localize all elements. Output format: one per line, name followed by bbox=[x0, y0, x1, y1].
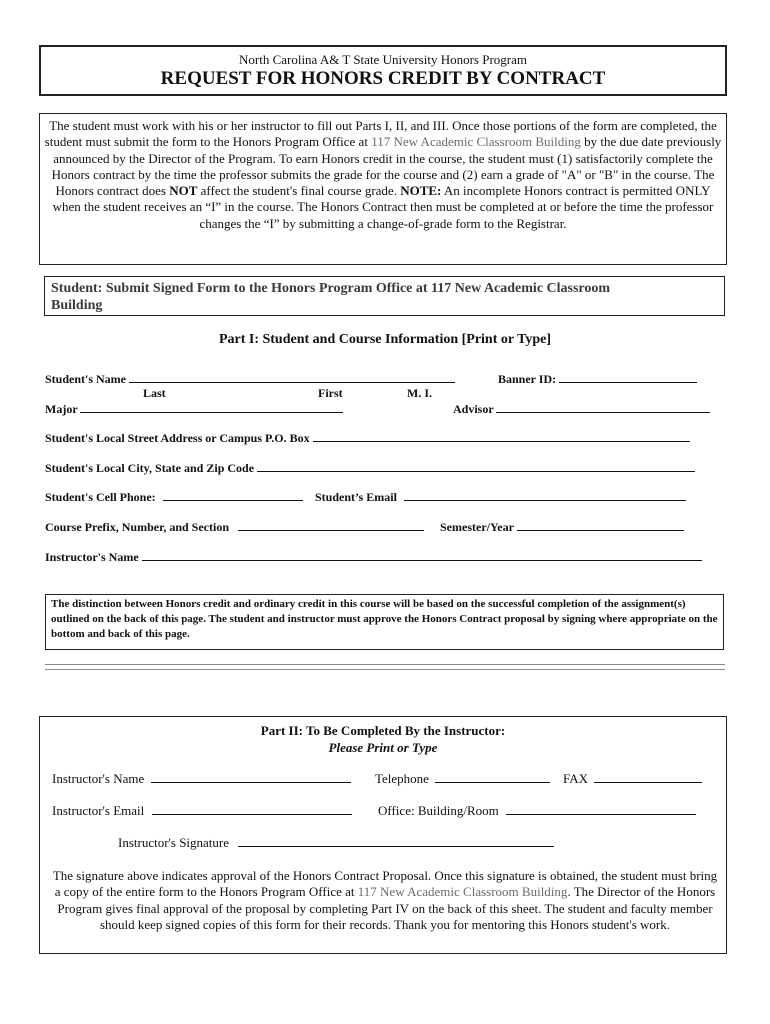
major-label: Major bbox=[45, 402, 78, 416]
signature-label: Instructor's Signature bbox=[118, 835, 230, 850]
signature-row bbox=[118, 835, 554, 851]
banner-id-field[interactable] bbox=[559, 371, 697, 383]
email-row bbox=[315, 489, 686, 505]
submit-banner-text: Student: Submit Signed Form to the Honors Program Office at 117 New Academic Classroom Building bbox=[51, 281, 611, 313]
semester-field[interactable] bbox=[517, 519, 684, 531]
address-row bbox=[45, 430, 690, 446]
fax-label: FAX bbox=[563, 771, 589, 786]
intro-part-3: affect the student's final course grade. bbox=[197, 183, 401, 199]
semester-label: Semester/Year bbox=[440, 520, 514, 534]
city-row bbox=[45, 460, 695, 476]
intro-part-4: An incomplete Honors contract is permitted ONLY when the student receives an “I” in the course. The Honors Contract then must be completed at or before the time the professor changes the “I” by submitting a change-of-grade form to the Registrar. bbox=[52, 183, 714, 231]
header-box bbox=[39, 45, 727, 96]
signature-field[interactable] bbox=[238, 835, 554, 847]
intro-note: NOTE: bbox=[400, 183, 442, 199]
address-field[interactable] bbox=[313, 430, 690, 442]
intro-not: NOT bbox=[169, 183, 198, 199]
p2-instructor-name-row bbox=[52, 771, 351, 787]
submit-banner bbox=[44, 276, 725, 316]
p2-email-field[interactable] bbox=[152, 803, 352, 815]
major-field[interactable] bbox=[80, 401, 343, 413]
form-title: REQUEST FOR HONORS CREDIT BY CONTRACT bbox=[160, 68, 606, 89]
students-name-row bbox=[45, 371, 455, 387]
part2-heading: Part II: To Be Completed By the Instructor: bbox=[260, 723, 506, 738]
cell-row bbox=[45, 489, 303, 505]
first-label: First bbox=[318, 386, 343, 400]
distinction-box bbox=[45, 594, 724, 650]
part1-heading: Part I: Student and Course Information [Print or Type] bbox=[218, 332, 552, 347]
part2-paragraph bbox=[50, 868, 720, 933]
intro-box bbox=[39, 113, 727, 265]
university-name: North Carolina A& T State University Honors Program bbox=[238, 52, 528, 67]
p2-email-row bbox=[52, 803, 352, 819]
intro-text bbox=[40, 114, 726, 232]
intro-part-1: The student must work with his or her instructor to fill out Parts I, II, and III. Once those portions of the form are completed, the student must submit the form to the Honors Program Office at bbox=[44, 118, 717, 150]
students-name-label: Student's Name bbox=[45, 372, 127, 386]
instructor-label: Instructor's Name bbox=[45, 550, 139, 564]
cell-field[interactable] bbox=[163, 489, 303, 501]
intro-part-2: by the due date previously announced by the Director of the Program. To earn Honors credit in the course, the student must (1) satisfactorily complete the Honors contract by the time the professor submits the grade for the course and (2) earn a grade of "A" or "B" in the course. The Honors contract does bbox=[51, 134, 722, 199]
part2-subheading: Please Print or Type bbox=[328, 740, 438, 755]
banner-id-row bbox=[498, 371, 697, 387]
telephone-row bbox=[375, 771, 550, 787]
advisor-field[interactable] bbox=[496, 401, 710, 413]
cell-label: Student's Cell Phone: bbox=[45, 490, 156, 504]
email-label: Student’s Email bbox=[315, 490, 397, 504]
p2-instructor-name-field[interactable] bbox=[151, 771, 351, 783]
course-field[interactable] bbox=[238, 519, 424, 531]
major-row bbox=[45, 401, 343, 417]
p2-email-label: Instructor's Email bbox=[52, 803, 145, 818]
city-field[interactable] bbox=[257, 460, 695, 472]
fax-field[interactable] bbox=[594, 771, 702, 783]
email-field[interactable] bbox=[404, 489, 686, 501]
last-label: Last bbox=[143, 386, 166, 400]
advisor-row bbox=[453, 401, 710, 417]
course-label: Course Prefix, Number, and Section bbox=[45, 520, 229, 534]
advisor-label: Advisor bbox=[453, 402, 494, 416]
instructor-field[interactable] bbox=[142, 549, 702, 561]
section-divider bbox=[45, 664, 725, 670]
p2-instructor-name-label: Instructor's Name bbox=[52, 771, 145, 786]
office-row bbox=[378, 803, 696, 819]
distinction-text: The distinction between Honors credit and ordinary credit in this course will be based on the successful completion of the assignment(s) outlined on the back of this page. The student and instructor must approve the Honors Contract proposal by signing where appropriate on the bottom and back of this page. bbox=[51, 598, 718, 640]
telephone-label: Telephone bbox=[375, 771, 429, 786]
telephone-field[interactable] bbox=[435, 771, 550, 783]
office-label: Office: Building/Room bbox=[378, 803, 499, 818]
mi-label: M. I. bbox=[407, 386, 432, 400]
instructor-row bbox=[45, 549, 702, 565]
fax-row bbox=[563, 771, 702, 787]
p2-para-part-a: The signature above indicates approval of the Honors Contract Proposal. Once this signature is obtained, the student must bring a copy of the entire form to the Honors Program Office at bbox=[52, 868, 718, 900]
p2-para-part-b: . The Director of the Honors Program gives final approval of the proposal by completing Part IV on the back of this sheet. The student and faculty member should keep signed copies of this form for their records. Thank you for mentoring this Honors student's work. bbox=[57, 884, 716, 932]
intro-office-location: 117 New Academic Classroom Building bbox=[371, 134, 581, 150]
p2-para-office: 117 New Academic Classroom Building bbox=[357, 884, 568, 900]
students-name-field[interactable] bbox=[129, 371, 455, 383]
office-field[interactable] bbox=[506, 803, 696, 815]
semester-row bbox=[440, 519, 684, 535]
course-row bbox=[45, 519, 424, 535]
banner-id-label: Banner ID: bbox=[498, 372, 557, 386]
address-label: Student's Local Street Address or Campus P.O. Box bbox=[45, 431, 310, 445]
city-label: Student's Local City, State and Zip Code bbox=[45, 461, 255, 475]
